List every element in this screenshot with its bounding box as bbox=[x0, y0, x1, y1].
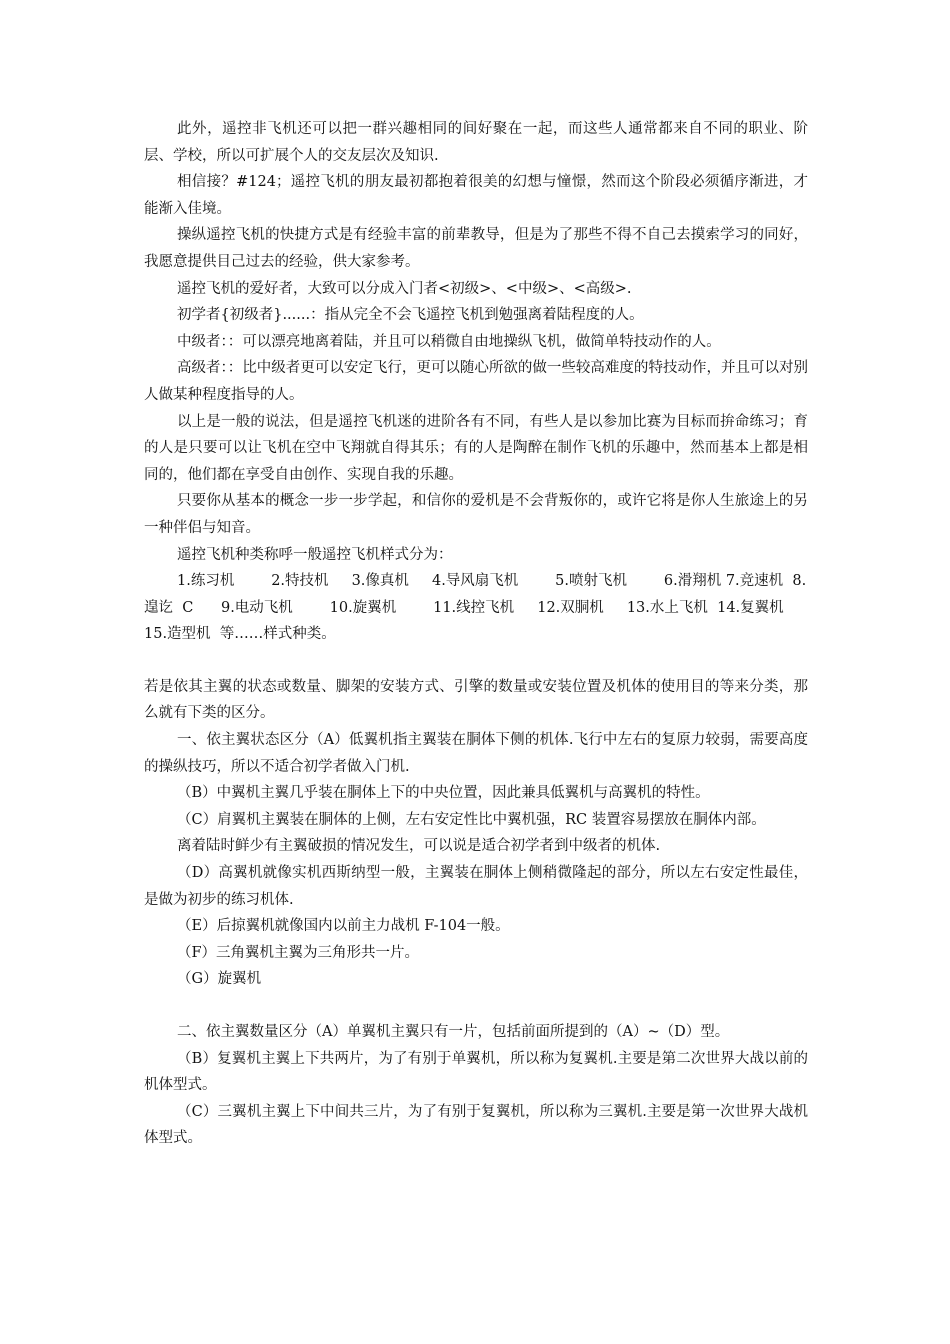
paragraph: 只要你从基本的概念一步一步学起，和信你的爱机是不会背叛你的，或许它将是你人生旅途上的另一种伴侣与知音。 bbox=[144, 493, 808, 536]
paragraph: 高级者：：比中级者更可以安定飞行，更可以随心所欲的做一些较高难度的特技动作，并且可以对别人做某种程度指导的人。 bbox=[144, 360, 808, 403]
paragraph: （D）高翼机就像实机西斯纳型一般，主翼装在胴体上侧稍微隆起的部分，所以左右安定性最佳，是做为初步的练习机体. bbox=[144, 865, 808, 908]
spacer bbox=[144, 993, 808, 1019]
paragraph: 以上是一般的说法，但是遥控飞机迷的进阶各有不同，有些人是以参加比赛为目标而拚命练习；育的人是只要可以让飞机在空中飞翔就自得其乐；有的人是陶醉在制作飞机的乐趣中，然而基本上都是相同的，他们都在享受自由创作、实现自我的乐趣。 bbox=[144, 413, 808, 483]
paragraph: 遥控飞机的爱好者，大致可以分成入门者<初级>、<中级>、<高级>. bbox=[177, 280, 632, 297]
paragraph: 此外，遥控非飞机还可以把一群兴趣相同的间好聚在一起，而这些人通常都来自不同的职业、阶层、学校，所以可扩展个人的交友层次及知识. bbox=[144, 121, 808, 164]
paragraph: 若是依其主翼的状态或数量、脚架的安装方式、引擎的数量或安装位置及机体的使用目的等来分类，那么就有下类的区分。 bbox=[144, 678, 808, 722]
aircraft-type-list: 1.练习机 2.特技机 3.像真机 4.导风扇飞机 5.喷射飞机 6.滑翔机 7.竞速机 8.遑讫 C 9.电动飞机 10.旋翼机 11.线控飞机 12.双胴机 13.水上飞机 14.复翼机 15.造型机 等……样式种类。 bbox=[144, 573, 807, 643]
paragraph: （F）三角翼机主翼为三角形共一片。 bbox=[177, 944, 420, 961]
document-body bbox=[144, 116, 808, 1152]
paragraph: （B）复翼机主翼上下共两片，为了有别于单翼机，所以称为复翼机.主要是第二次世界大战以前的机体型式。 bbox=[144, 1050, 808, 1094]
paragraph: 二、依主翼数量区分（A）单翼机主翼只有一片，包括前面所提到的（A）~（D）型。 bbox=[177, 1024, 730, 1040]
paragraph: 离着陆时鲜少有主翼破损的情况发生，可以说是适合初学者到中级者的机体. bbox=[177, 838, 661, 855]
paragraph: （B）中翼机主翼几乎装在胴体上下的中央位置，因此兼具低翼机与高翼机的特性。 bbox=[177, 785, 710, 802]
paragraph: （E）后掠翼机就像国内以前主力战机 F-104一般。 bbox=[177, 918, 510, 935]
paragraph: 一、依主翼状态区分（A）低翼机指主翼装在胴体下侧的机体.飞行中左右的复原力较弱，需要高度的操纵技巧，所以不适合初学者做入门机. bbox=[144, 732, 808, 775]
paragraph: 操纵遥控飞机的快捷方式是有经验丰富的前辈教导，但是为了那些不得不自己去摸索学习的同好，我愿意提供目己过去的经验，供大家参考。 bbox=[144, 227, 808, 270]
paragraph: （C）三翼机主翼上下中间共三片，为了有别于复翼机，所以称为三翼机.主要是第一次世界大战机体型式。 bbox=[144, 1103, 808, 1147]
paragraph: （G）旋翼机 bbox=[177, 971, 262, 988]
paragraph: 相信接？#124；遥控飞机的朋友最初都抱着很美的幻想与憧憬，然而这个阶段必须循序渐进，才能渐入佳境。 bbox=[144, 174, 808, 217]
spacer bbox=[144, 648, 808, 674]
paragraph: （C）肩翼机主翼装在胴体的上侧，左右安定性比中翼机强，RC 装置容易摆放在胴体内部。 bbox=[177, 811, 766, 828]
paragraph: 中级者：：可以漂亮地离着陆，并且可以稍微自由地操纵飞机，做简单特技动作的人。 bbox=[177, 333, 721, 350]
paragraph: 遥控飞机种类称呼一般遥控飞机样式分为： bbox=[177, 546, 453, 563]
paragraph: 初学者{初级者}......：指从完全不会飞遥控飞机到勉强离着陆程度的人。 bbox=[177, 307, 644, 324]
